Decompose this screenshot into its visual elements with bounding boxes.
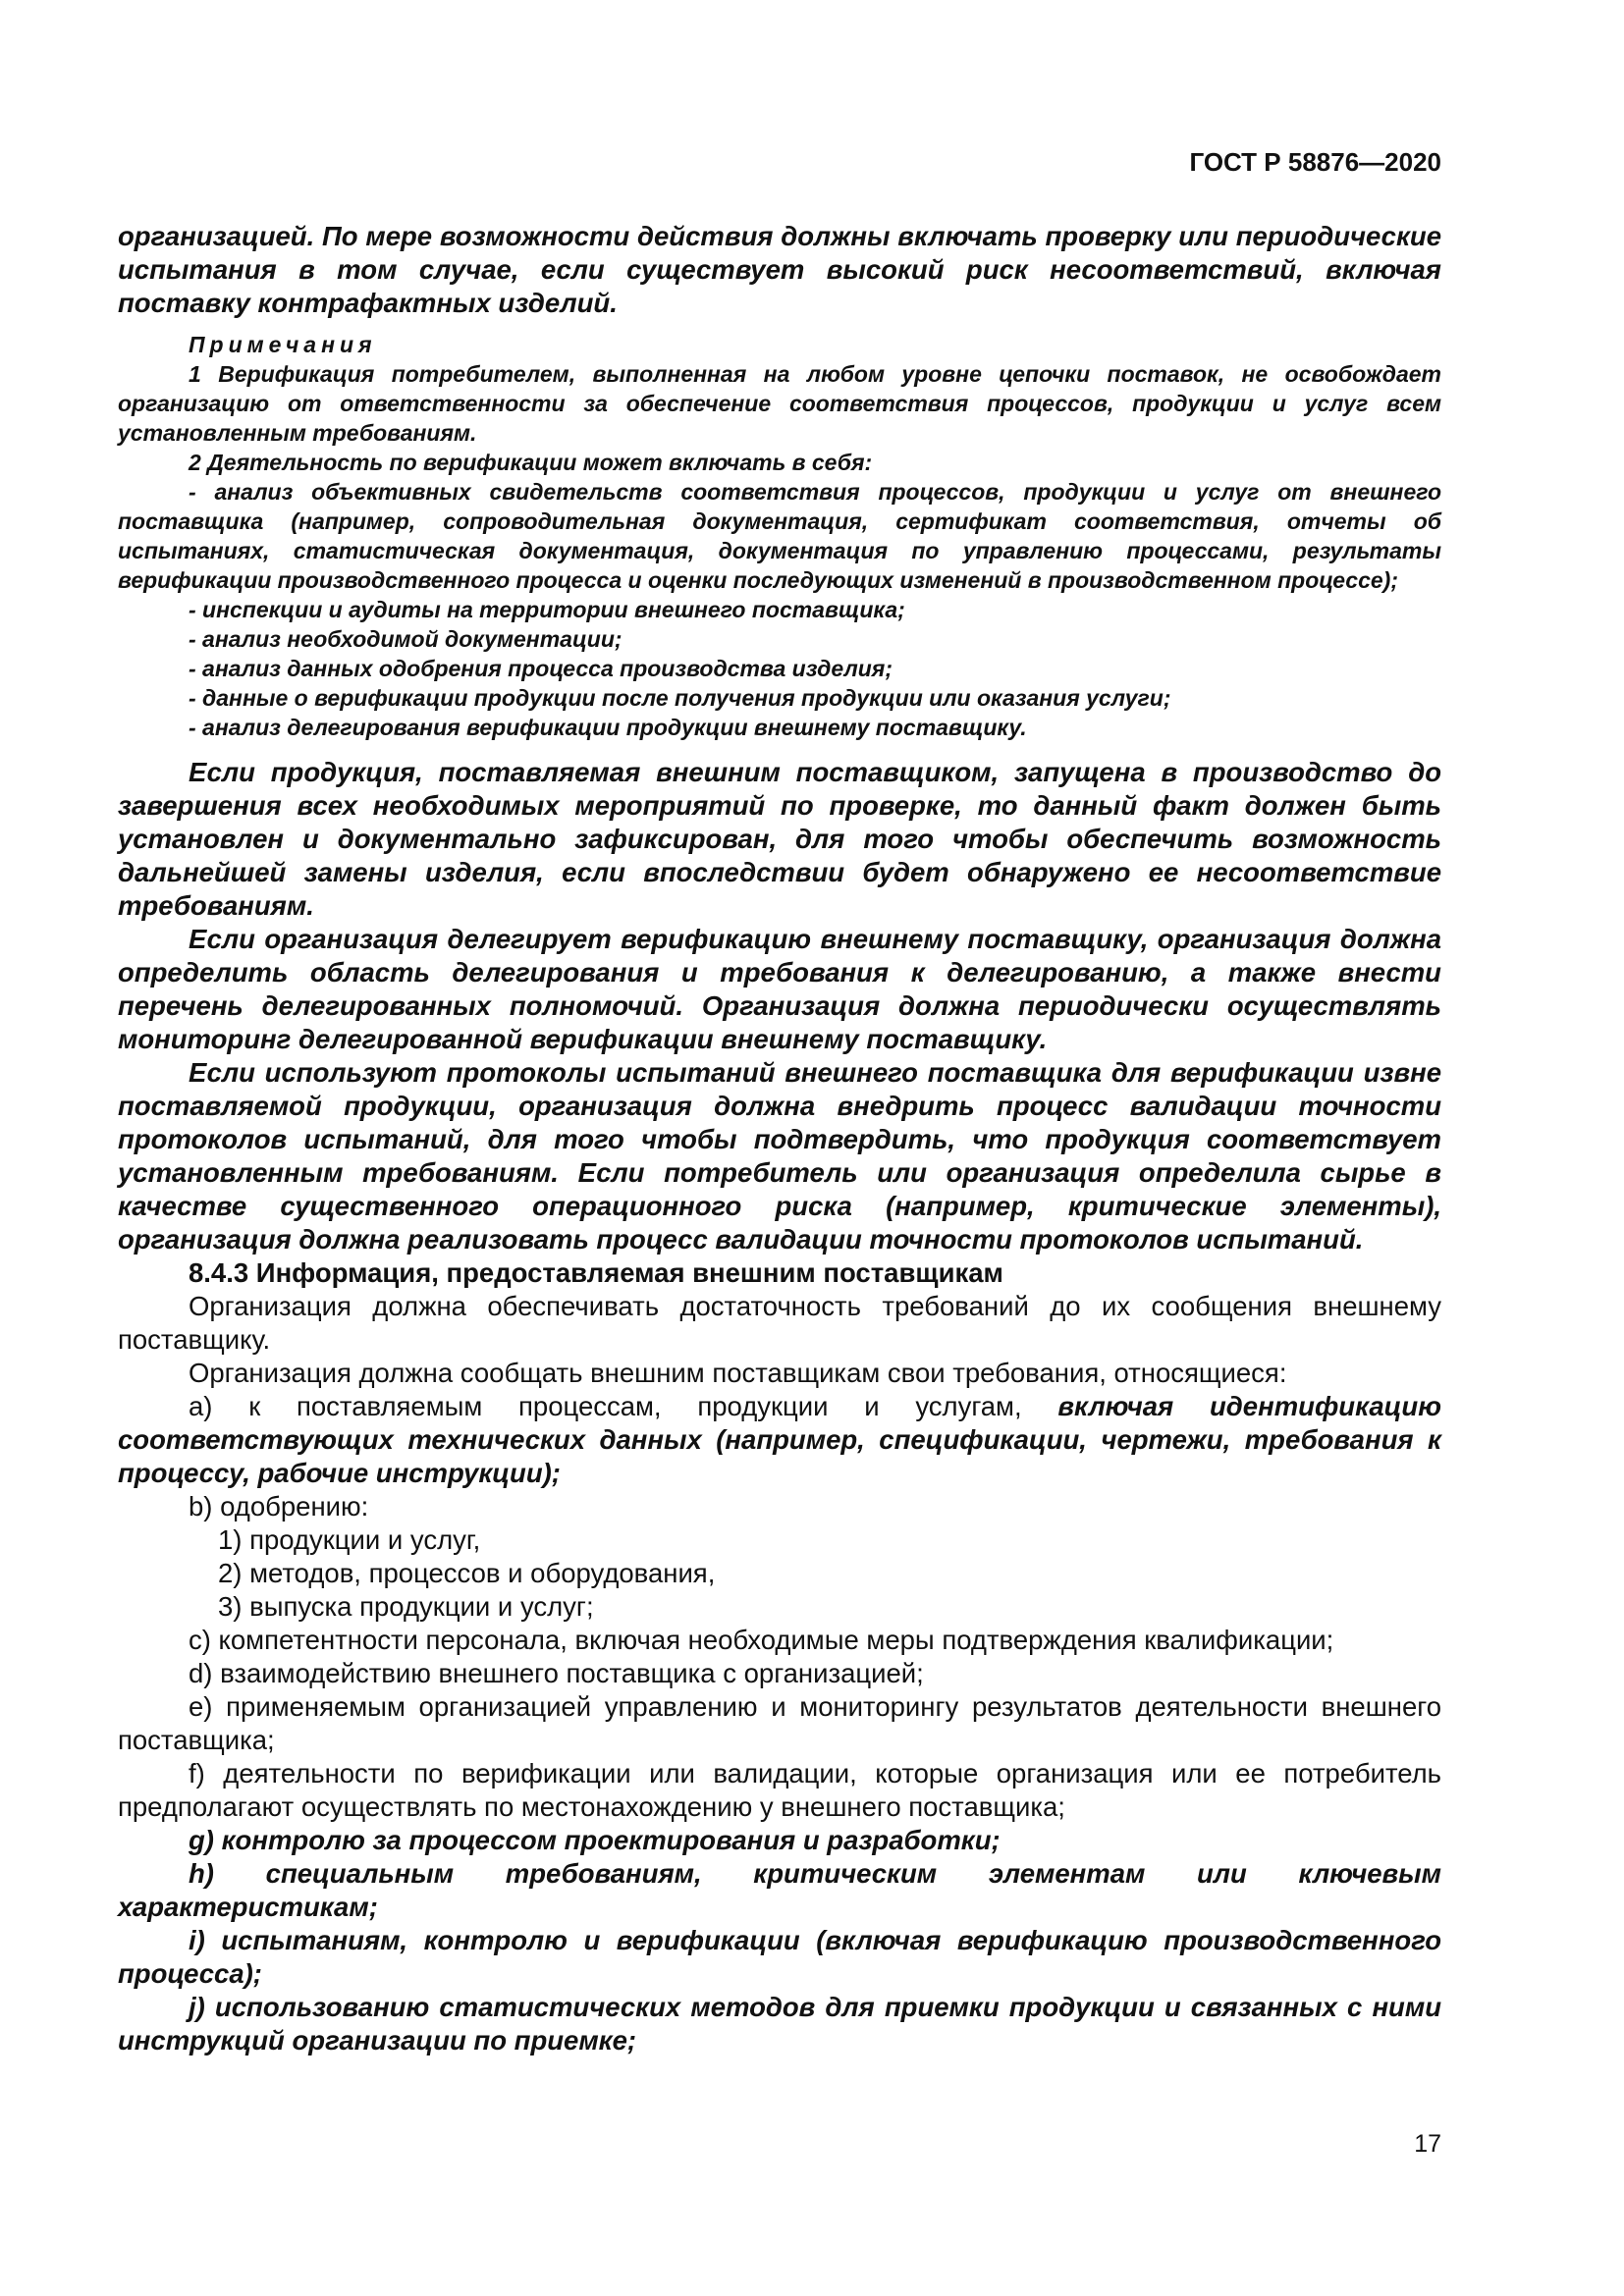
list-item-j: j) использованию статистических методов для приемки продукции и связанных с ними инструкций организации по приемке; [118,1992,1441,2056]
list-subitem-b2: 2) методов, процессов и оборудования, [218,1558,716,1588]
intro-paragraph: организацией. По мере возможности действия должны включать проверку или периодические испытания в том случае, если существует высокий риск несоответствий, включая поставку контрафактных изделий. [118,221,1441,318]
paragraph-delegation: Если организация делегирует верификацию внешнему поставщику, организация должна определить область делегирования и требования к делегированию, а также внести перечень делегированных полномочий. Организация должна периодически осуществлять мониторинг делегированной верификации внешнему поставщику. [118,924,1441,1054]
note-item: - данные о верификации продукции после получения продукции или оказания услуги; [189,685,1171,711]
list-item-i: i) испытаниям, контролю и верификации (включая верификацию производственного процесса); [118,1925,1441,1989]
list-item-c: c) компетентности персонала, включая необходимые меры подтверждения квалификации; [189,1625,1334,1655]
note-item: - инспекции и аудиты на территории внешнего поставщика; [189,597,905,622]
list-item-g: g) контролю за процессом проектирования и разработки; [189,1825,1001,1855]
list-item-a-text: а) к поставляемым процессам, продукции и услугам, [189,1391,1058,1421]
list-subitem-b3: 3) выпуска продукции и услуг; [218,1591,594,1622]
note-1: 1 Верификация потребителем, выполненная на любом уровне цепочки поставок, не освобождает организацию от ответственности за обеспечение соответствия процессов, продукции и услуг всем установленным требованиям. [118,361,1441,446]
note-item: - анализ объективных свидетельств соответствия процессов, продукции и услуг от внешнего поставщика (например, сопроводительная документация, сертификат соответствия, отчеты об испытаниях, статистическая документация, документация по управлению процессами, результаты верификации производственного процесса и оценки последующих изменений в производственном процессе); [118,479,1441,593]
body-text [118,220,1441,2057]
paragraph-test-reports: Если используют протоколы испытаний внешнего поставщика для верификации извне поставляемой продукции, организация должна внедрить процесс валидации точности протоколов испытаний, для того чтобы подтвердить, что продукция соответствует установленным требованиям. Если потребитель или организация определила сырье в качестве существенного операционного риска (например, критические элементы), организация должна реализовать процесс валидации точности протоколов испытаний. [118,1057,1441,1255]
note-2: 2 Деятельность по верификации может включать в себя: [189,450,873,475]
notes-block [118,330,1441,742]
notes-title: Примечания [189,332,377,357]
list-item-a [118,1390,1441,1490]
section-para-1: Организация должна обеспечивать достаточность требований до их сообщения внешнему поставщику. [118,1291,1441,1355]
list-subitem-b1: 1) продукции и услуг, [218,1524,481,1555]
note-item: - анализ данных одобрения процесса производства изделия; [189,656,893,681]
list-item-a-emphasis: включая идентификацию соответствующих технических данных (например, спецификации, чертежи, требования к процессу, рабочие инструкции); [118,1391,1441,1488]
paragraph-early-release: Если продукция, поставляемая внешним поставщиком, запущена в производство до завершения всех необходимых мероприятий по проверке, то данный факт должен быть установлен и документально зафиксирован, для того чтобы обеспечить возможность дальнейшей замены изделия, если впоследствии будет обнаружено ее несоответствие требованиям. [118,757,1441,921]
list-item-b: b) одобрению: [189,1491,369,1522]
note-item: - анализ необходимой документации; [189,626,623,652]
page-number: 17 [1414,2130,1441,2158]
section-heading: 8.4.3 Информация, предоставляемая внешним поставщикам [189,1257,1003,1288]
list-item-h: h) специальным требованиям, критическим элементам или ключевым характеристикам; [118,1858,1441,1922]
section-para-2: Организация должна сообщать внешним поставщикам свои требования, относящиеся: [189,1358,1287,1388]
document-id-header: ГОСТ Р 58876—2020 [1189,147,1441,177]
list-item-d: d) взаимодействию внешнего поставщика с организацией; [189,1658,924,1688]
note-item: - анализ делегирования верификации продукции внешнему поставщику. [189,715,1027,740]
list-item-f: f) деятельности по верификации или валидации, которые организация или ее потребитель предполагают осуществлять по местонахождению у внешнего поставщика; [118,1758,1441,1822]
list-item-e: e) применяемым организацией управлению и мониторингу результатов деятельности внешнего поставщика; [118,1691,1441,1755]
